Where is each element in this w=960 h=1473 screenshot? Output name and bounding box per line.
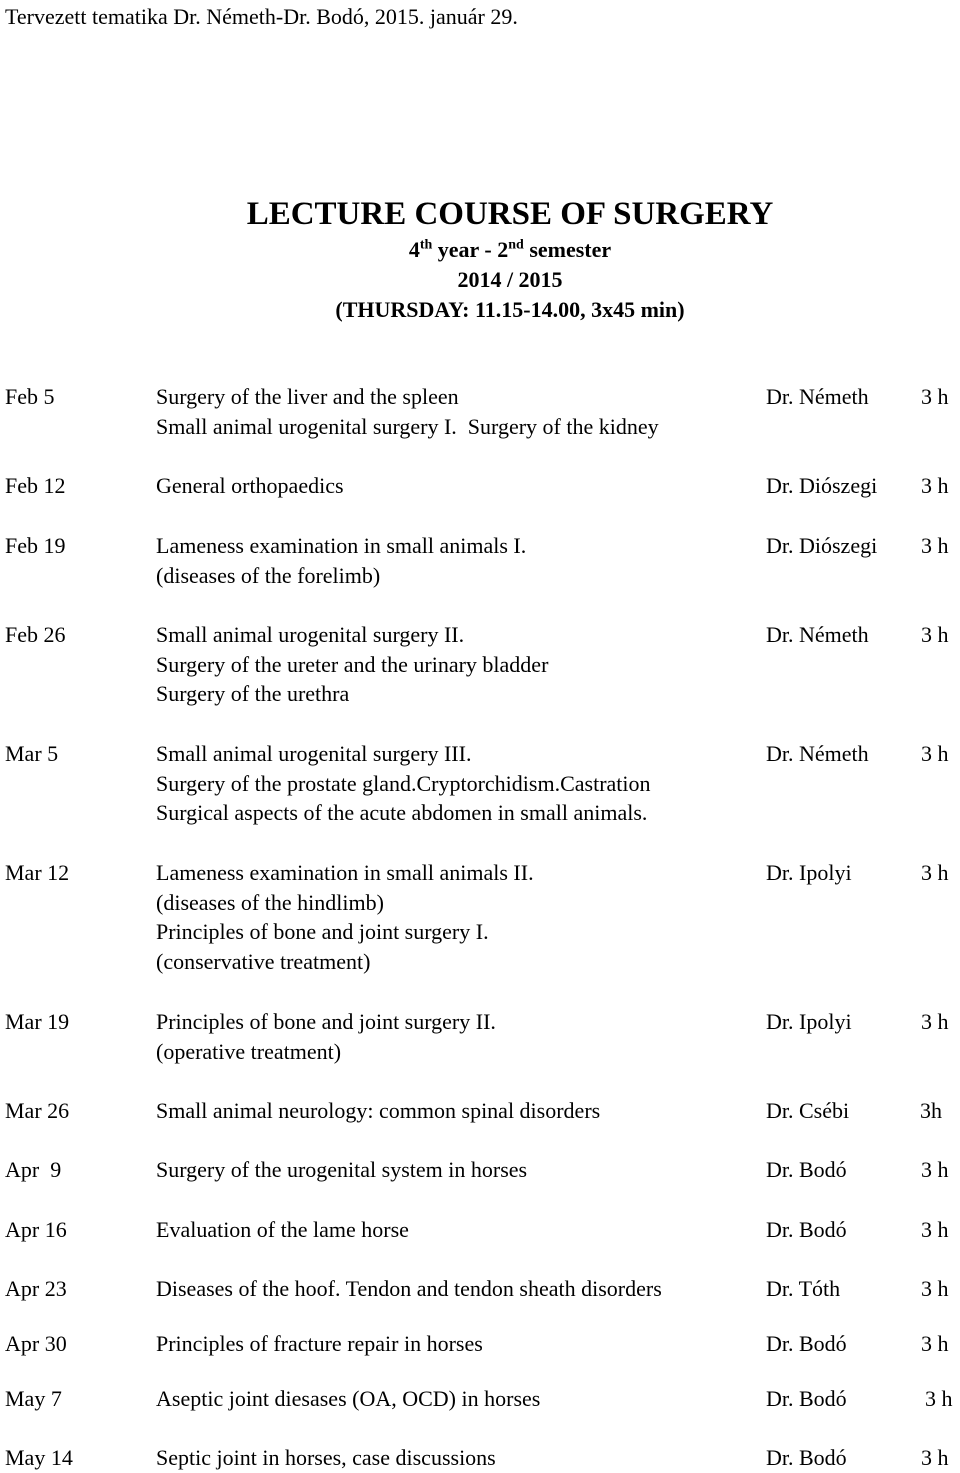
entry-date: Mar 19 — [5, 1009, 70, 1034]
entry-topic: Lameness examination in small animals II. — [156, 860, 534, 885]
entry-topic: Surgery of the urethra — [156, 681, 350, 706]
entry-topic: (conservative treatment) — [156, 948, 371, 974]
entry-topic: Small animal urogenital surgery II. — [156, 622, 465, 647]
entry-topic: General orthopaedics — [156, 473, 344, 498]
entry-topics — [156, 471, 344, 501]
entry-date: Mar 26 — [5, 1098, 70, 1123]
entry-date: May 14 — [5, 1445, 73, 1470]
entry-topics — [156, 531, 526, 590]
semester-line — [0, 235, 960, 265]
entry-hours: 3 h — [921, 1276, 949, 1301]
entry-topics — [156, 1096, 600, 1126]
course-title: LECTURE COURSE OF SURGERY — [246, 196, 774, 232]
entry-topics — [156, 1007, 496, 1066]
entry-lecturer: Dr. Bodó — [766, 1331, 847, 1356]
entry-topic: Diseases of the hoof. Tendon and tendon sheath disorders — [156, 1276, 662, 1301]
entry-date: Apr 16 — [5, 1217, 67, 1242]
entry-topic: Small animal urogenital surgery III. — [156, 741, 472, 766]
entry-topics — [156, 739, 651, 828]
entry-lecturer: Dr. Bodó — [766, 1386, 847, 1411]
entry-hours: 3 h — [921, 1157, 949, 1182]
entry-date: Apr 23 — [5, 1276, 67, 1301]
entry-date: May 7 — [5, 1386, 62, 1411]
entry-lecturer: Dr. Németh — [766, 741, 869, 766]
entry-hours: 3 h — [921, 622, 949, 647]
entry-lecturer: Dr. Csébi — [766, 1098, 850, 1123]
entry-topic: Surgery of the prostate gland.Cryptorchidism.Castration — [156, 770, 651, 796]
entry-topic: Lameness examination in small animals I. — [156, 533, 527, 558]
entry-lecturer: Dr. Bodó — [766, 1217, 847, 1242]
entry-topic: Surgery of the urogenital system in horses — [156, 1157, 528, 1182]
title-block — [0, 193, 960, 325]
entry-date: Mar 12 — [5, 860, 70, 885]
semester-suffix: nd — [508, 237, 524, 253]
entry-lecturer: Dr. Németh — [766, 384, 869, 409]
entry-topics — [156, 620, 548, 709]
entry-date: Feb 19 — [5, 533, 66, 558]
entry-topic: Evaluation of the lame horse — [156, 1217, 409, 1242]
entry-topics — [156, 858, 534, 976]
entry-topics — [156, 1215, 409, 1245]
entry-lecturer: Dr. Németh — [766, 622, 869, 647]
entry-date: Feb 5 — [5, 384, 55, 409]
entry-hours: 3 h — [921, 1445, 949, 1470]
entry-topic: Small animal urogenital surgery I. Surgery of the kidney — [156, 413, 659, 439]
entry-hours: 3 h — [921, 473, 949, 498]
entry-topic: (operative treatment) — [156, 1038, 342, 1064]
entry-hours: 3 h — [921, 1217, 949, 1242]
document-header: Tervezett tematika Dr. Németh-Dr. Bodó, 2015. január 29. — [5, 4, 518, 29]
entry-hours: 3h — [920, 1098, 942, 1123]
entry-lecturer: Dr. Ipolyi — [766, 860, 852, 885]
entry-lecturer: Dr. Tóth — [766, 1276, 841, 1301]
entry-hours: 3 h — [921, 741, 949, 766]
entry-topic: Principles of fracture repair in horses — [156, 1331, 483, 1356]
entry-topics — [156, 1384, 540, 1414]
schedule-line: (THURSDAY: 11.15-14.00, 3x45 min) — [335, 297, 685, 322]
entry-topics — [156, 1329, 483, 1359]
semester-word: semester — [523, 237, 612, 262]
entry-date: Feb 12 — [5, 473, 66, 498]
entry-hours: 3 h — [925, 1386, 953, 1411]
entry-topic: Small animal neurology: common spinal disorders — [156, 1098, 601, 1123]
entry-lecturer: Dr. Bodó — [766, 1445, 847, 1470]
year-number: 4 — [408, 237, 420, 262]
entry-lecturer: Dr. Diószegi — [766, 533, 878, 558]
year-suffix: th — [419, 237, 433, 253]
entry-topics — [156, 1443, 496, 1473]
entry-topic: Surgery of the ureter and the urinary bladder — [156, 651, 549, 677]
entry-date: Apr 30 — [5, 1331, 67, 1356]
entry-hours: 3 h — [921, 1009, 949, 1034]
entry-topic: (diseases of the hindlimb) — [156, 889, 384, 915]
entry-hours: 3 h — [921, 1331, 949, 1356]
entry-date: Mar 5 — [5, 741, 59, 766]
year-middle: year - 2 — [432, 237, 509, 262]
entry-topics — [156, 1155, 527, 1185]
entry-hours: 3 h — [921, 860, 949, 885]
entry-hours: 3 h — [921, 533, 949, 558]
entry-topic: Aseptic joint diesases (OA, OCD) in horses — [156, 1386, 541, 1411]
entry-topic: Surgery of the liver and the spleen — [156, 384, 459, 409]
academic-year: 2014 / 2015 — [457, 267, 563, 292]
entry-topics — [156, 1274, 662, 1304]
entry-topic: (diseases of the forelimb) — [156, 562, 381, 588]
entry-lecturer: Dr. Ipolyi — [766, 1009, 852, 1034]
entry-lecturer: Dr. Bodó — [766, 1157, 847, 1182]
entry-topic: Principles of bone and joint surgery I. — [156, 919, 489, 944]
entry-topics — [156, 382, 659, 441]
entry-lecturer: Dr. Diószegi — [766, 473, 878, 498]
entry-topic: Septic joint in horses, case discussions — [156, 1445, 496, 1470]
entry-topic: Surgical aspects of the acute abdomen in small animals. — [156, 800, 648, 825]
entry-topic: Principles of bone and joint surgery II. — [156, 1009, 496, 1034]
entry-hours: 3 h — [921, 384, 949, 409]
entry-date: Apr 9 — [5, 1157, 62, 1182]
entry-date: Feb 26 — [5, 622, 66, 647]
